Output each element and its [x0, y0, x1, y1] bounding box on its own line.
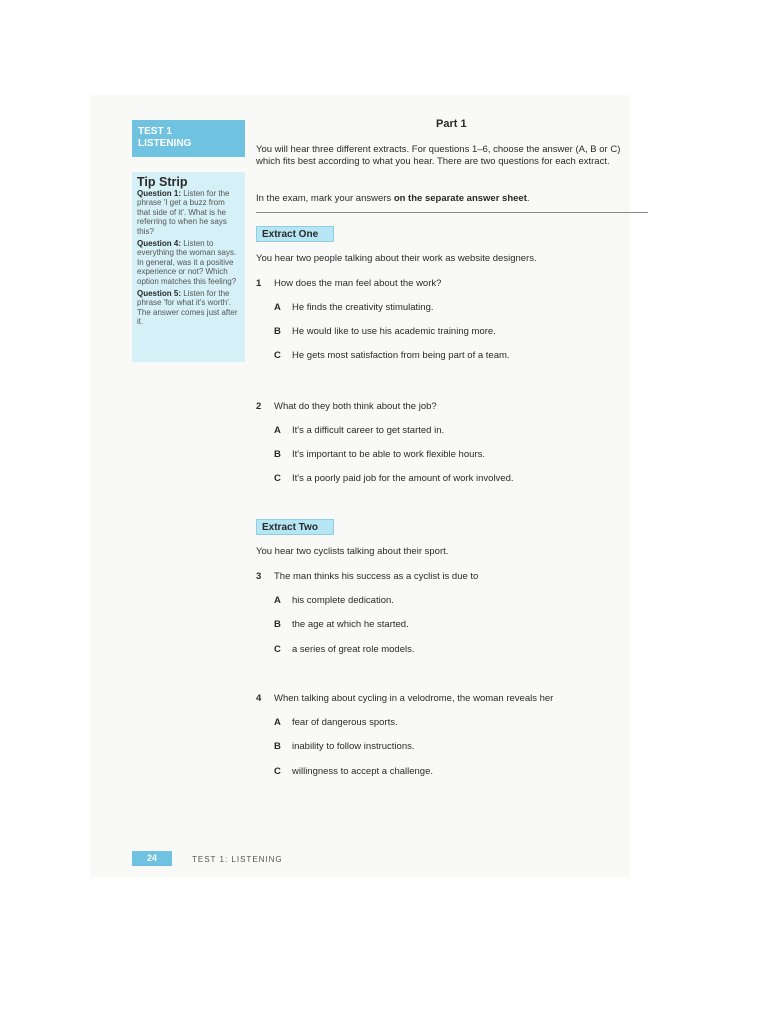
option: [274, 326, 496, 338]
option-letter: B: [274, 449, 281, 460]
option-text: It's important to be able to work flexible hours.: [292, 449, 485, 460]
option-letter: A: [274, 717, 281, 728]
question-text: When talking about cycling in a velodrome, the woman reveals her: [274, 693, 554, 704]
option: [274, 619, 409, 631]
tip-text: Listen for the phrase 'I get a buzz from that side of it'. What is he referring to when he says this?: [137, 188, 230, 236]
tip-question: Question 4:: [137, 238, 182, 248]
test-label-box: [132, 120, 245, 157]
option-text: his complete dedication.: [292, 595, 394, 606]
instructions: You will hear three different extracts. For questions 1–6, choose the answer (A, B or C) which fits best according to what you hear. There are two questions for each extract.: [256, 144, 621, 167]
exam-note-suffix: .: [526, 193, 530, 204]
section-label: LISTENING: [138, 138, 192, 149]
tip-item: [137, 189, 240, 237]
exam-note-bold: on the separate answer sheet: [393, 193, 527, 204]
option-letter: A: [274, 302, 281, 313]
option-text: fear of dangerous sports.: [292, 717, 398, 728]
tip-strip: [132, 172, 245, 362]
extract-context: You hear two cyclists talking about their sport.: [256, 546, 449, 557]
option: [274, 644, 415, 656]
tip-item: [137, 289, 240, 327]
part-title: Part 1: [436, 118, 467, 130]
question-text: The man thinks his success as a cyclist is due to: [274, 571, 479, 582]
question-number: 1: [256, 278, 262, 289]
option-text: inability to follow instructions.: [292, 741, 415, 752]
question-number: 3: [256, 571, 262, 582]
option-text: It's a difficult career to get started in.: [292, 425, 445, 436]
extract-one-heading: Extract One: [256, 226, 334, 242]
option-letter: B: [274, 741, 281, 752]
option-text: He would like to use his academic training more.: [292, 326, 496, 337]
tip-text: Listen for the phrase 'for what it's worth'. The answer comes just after it.: [137, 288, 238, 327]
option-text: willingness to accept a challenge.: [292, 766, 434, 777]
tip-item: [137, 239, 240, 287]
question-text: How does the man feel about the work?: [274, 278, 442, 289]
question-number: 2: [256, 401, 262, 412]
option: [274, 766, 433, 778]
option-text: the age at which he started.: [292, 619, 409, 630]
question-number: 4: [256, 693, 262, 704]
option: [274, 425, 444, 437]
exam-note-text: In the exam, mark your answers: [256, 193, 394, 204]
tip-text: Listen to everything the woman says. In general, was it a positive experience or not? Which option matches this feeling?: [137, 238, 237, 286]
option-letter: C: [274, 644, 281, 655]
option-letter: A: [274, 595, 281, 606]
question-4: [256, 693, 553, 705]
question-text: What do they both think about the job?: [274, 401, 437, 412]
extract-context: You hear two people talking about their work as website designers.: [256, 253, 537, 264]
exam-note: [256, 193, 530, 205]
option-letter: C: [274, 350, 281, 361]
option-text: a series of great role models.: [292, 644, 415, 655]
option: [274, 350, 510, 362]
option: [274, 595, 394, 607]
option-letter: B: [274, 619, 281, 630]
question-1: [256, 278, 441, 290]
option: [274, 717, 398, 729]
option-letter: A: [274, 425, 281, 436]
option-letter: C: [274, 473, 281, 484]
option-text: He gets most satisfaction from being part of a team.: [292, 350, 510, 361]
option: [274, 449, 485, 461]
tip-strip-title: Tip Strip: [137, 175, 188, 189]
tip-question: Question 1:: [137, 188, 182, 198]
option-letter: C: [274, 766, 281, 777]
divider: [256, 212, 648, 213]
running-title: TEST 1: LISTENING: [192, 855, 283, 864]
test-label: TEST 1: [138, 126, 172, 137]
option-text: It's a poorly paid job for the amount of work involved.: [292, 473, 514, 484]
option: [274, 302, 434, 314]
option: [274, 741, 415, 753]
tip-question: Question 5:: [137, 288, 182, 298]
extract-two-heading: Extract Two: [256, 519, 334, 535]
question-3: [256, 571, 478, 583]
option-letter: B: [274, 326, 281, 337]
question-2: [256, 401, 437, 413]
page-number: 24: [132, 851, 172, 866]
option-text: He finds the creativity stimulating.: [292, 302, 434, 313]
option: [274, 473, 514, 485]
